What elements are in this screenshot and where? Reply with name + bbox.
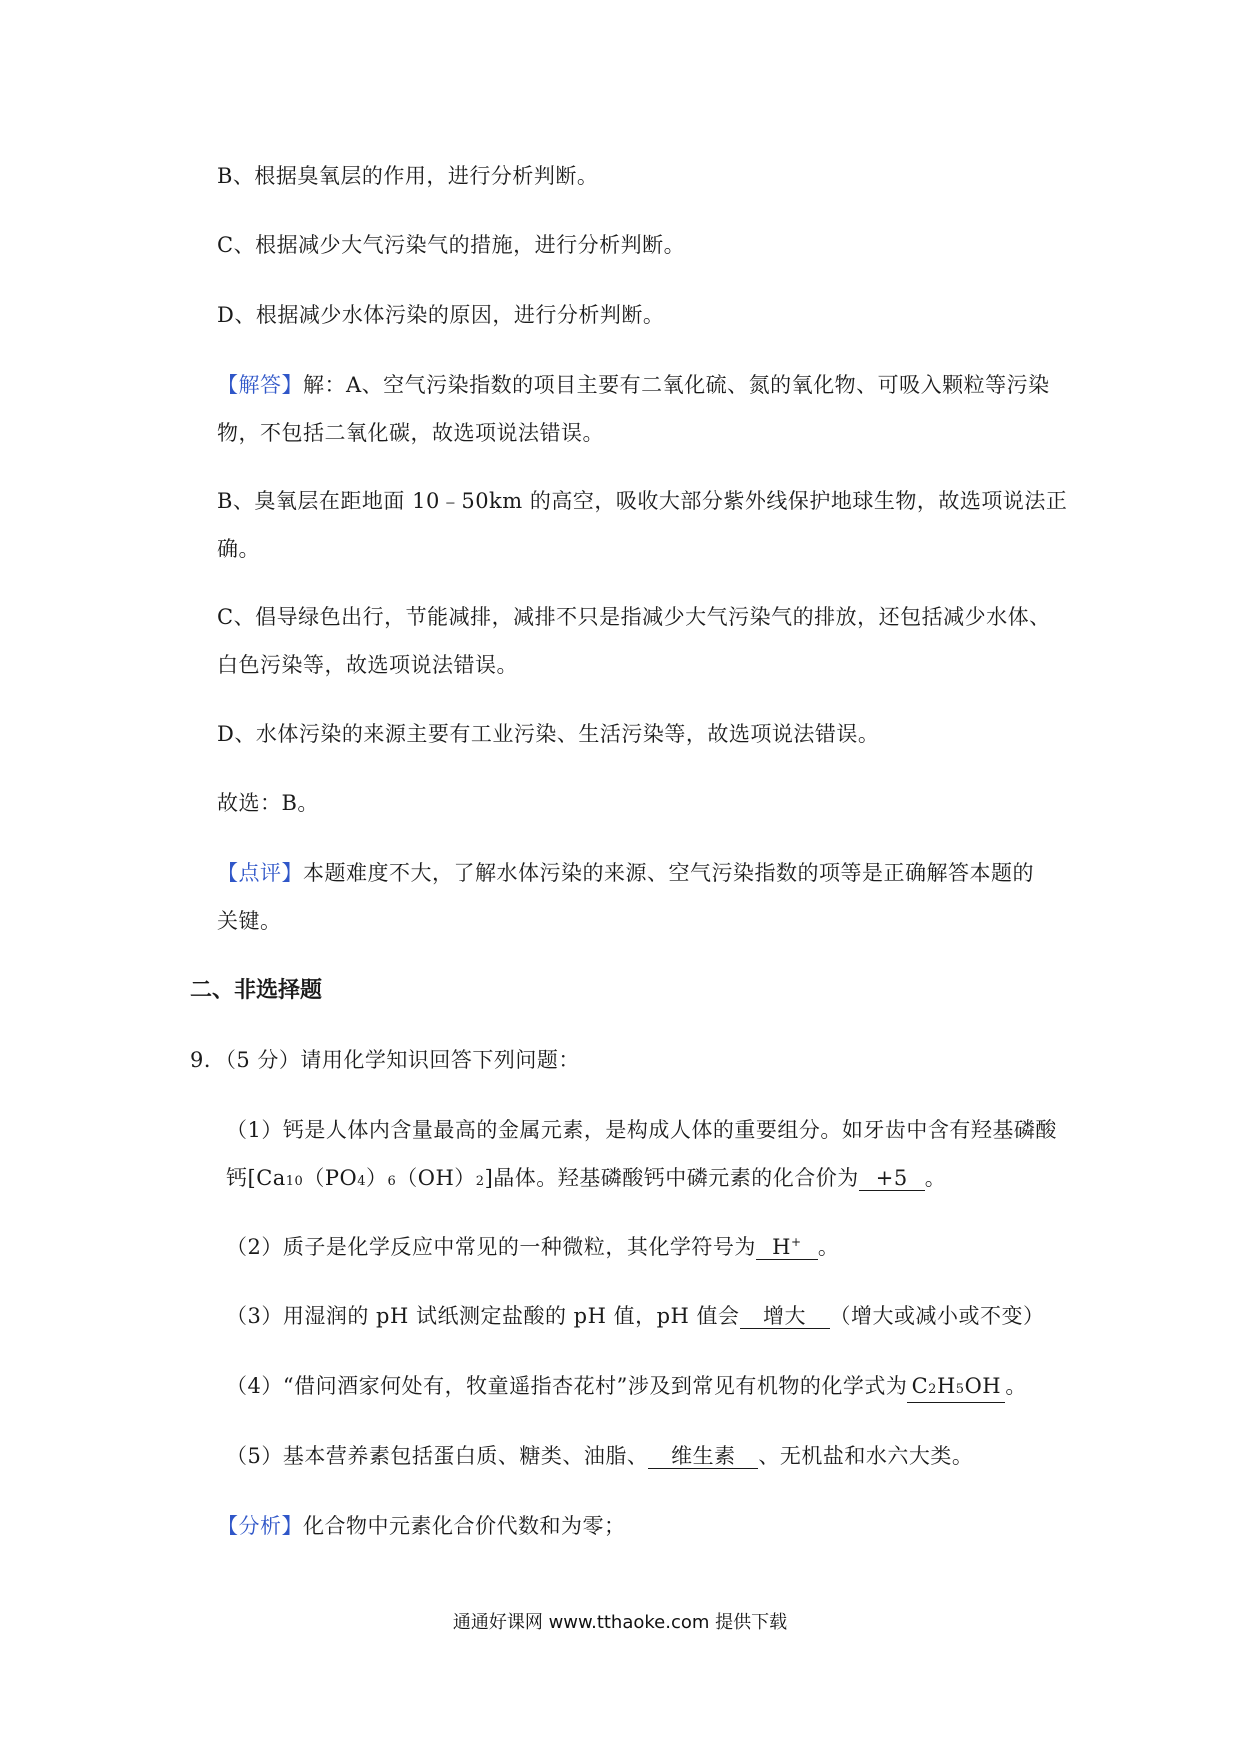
answer-superscript: + (790, 1235, 802, 1249)
formula-paren: ） (365, 1166, 388, 1190)
answer-d-line: D、水体污染的来源主要有工业污染、生活污染等，故选项说法错误。 (217, 722, 880, 746)
formula-element: H (936, 1374, 956, 1398)
sentence-end: 。 (817, 1235, 840, 1259)
answer-blank: +5 (859, 1166, 925, 1191)
sentence-end: 。 (924, 1166, 947, 1190)
q9-part5-text: （5）基本营养素包括蛋白质、糖类、油脂、 (226, 1444, 649, 1468)
formula-prefix: 钙[Ca (226, 1166, 286, 1190)
answer-tag: 【解答】 (217, 373, 303, 397)
comment-line2: 关键。 (217, 909, 282, 933)
formula-subscript: 4 (357, 1174, 366, 1189)
answer-blank (907, 1374, 1005, 1403)
answer-symbol: H (772, 1235, 791, 1259)
q9-part1-line1: （1）钙是人体内含量最高的金属元素，是构成人体的重要组分。如牙齿中含有羟基磷酸 (226, 1118, 1057, 1142)
formula-element: C (911, 1374, 929, 1398)
sentence-end: 、无机盐和水六大类。 (758, 1444, 974, 1468)
formula-group: （PO (303, 1166, 358, 1190)
analysis-b: B、根据臭氧层的作用，进行分析判断。 (217, 164, 599, 188)
analysis-c: C、根据减少大气污染气的措施，进行分析判断。 (217, 233, 686, 257)
answer-b-line2: 确。 (217, 537, 260, 561)
formula-subscript: 5 (955, 1382, 965, 1397)
q9-part3 (226, 1302, 1045, 1330)
q9-part2-text: （2）质子是化学反应中常见的一种微粒，其化学符号为 (226, 1235, 756, 1259)
answer-blank: 增大 (740, 1304, 830, 1329)
formula-subscript: 2 (928, 1382, 937, 1397)
answer-c-line2: 白色污染等，故选项说法错误。 (217, 653, 518, 677)
formula-subscript: 6 (387, 1174, 397, 1189)
comment-line1 (217, 859, 1034, 887)
comment-tag: 【点评】 (217, 861, 303, 885)
q9-part5 (226, 1442, 973, 1470)
answer-blank: 维生素 (648, 1444, 758, 1469)
question9-stem: 9．（5 分）请用化学知识回答下列问题： (190, 1048, 580, 1072)
answer-a-line2: 物，不包括二氧化碳，故选项说法错误。 (217, 421, 604, 445)
answer-b-line1: B、臭氧层在距地面 10﹣50km 的高空，吸收大部分紫外线保护地球生物，故选项说法正 (217, 489, 1068, 513)
analysis-tag: 【分析】 (217, 1514, 303, 1538)
answer-blank (756, 1235, 818, 1260)
page-footer: 通通好课网 www.tthaoke.com 提供下载 (452, 1612, 788, 1633)
answer-choice: 故选：B。 (217, 791, 319, 815)
comment-text: 本题难度不大，了解水体污染的来源、空气污染指数的项等是正确解答本题的 (303, 861, 1034, 885)
q9-part4-text: （4）“借问酒家何处有，牧童遥指杏花村”涉及到常见有机物的化学式为 (226, 1374, 908, 1398)
answer-c-line1: C、倡导绿色出行，节能减排，减排不只是指减少大气污染气的排放，还包括减少水体、 (217, 605, 1051, 629)
q9-part4 (226, 1372, 1027, 1403)
analysis2-text: 化合物中元素化合价代数和为零； (303, 1514, 626, 1538)
formula-group: OH (964, 1374, 1002, 1398)
formula-group: （OH） (396, 1166, 476, 1190)
section-title: 二、非选择题 (190, 978, 323, 1003)
q9-part2 (226, 1233, 839, 1261)
analysis-d: D、根据减少水体污染的原因，进行分析判断。 (217, 303, 665, 327)
formula-subscript: 2 (475, 1174, 485, 1189)
sentence-end: 。 (1005, 1374, 1027, 1398)
analysis2-line (217, 1512, 626, 1540)
q9-part3-text: （3）用湿润的 pH 试纸测定盐酸的 pH 值，pH 值会 (226, 1304, 740, 1328)
formula-subscript: 10 (285, 1174, 304, 1189)
q9-part1-text: ]晶体。羟基磷酸钙中磷元素的化合价为 (484, 1166, 859, 1190)
answer-a-line1 (217, 371, 1050, 399)
sentence-end: （增大或减小或不变） (829, 1304, 1045, 1328)
answer-a-text: 解：A、空气污染指数的项目主要有二氧化硫、氮的氧化物、可吸入颗粒等污染 (303, 373, 1050, 397)
q9-part1-line2 (226, 1164, 946, 1196)
